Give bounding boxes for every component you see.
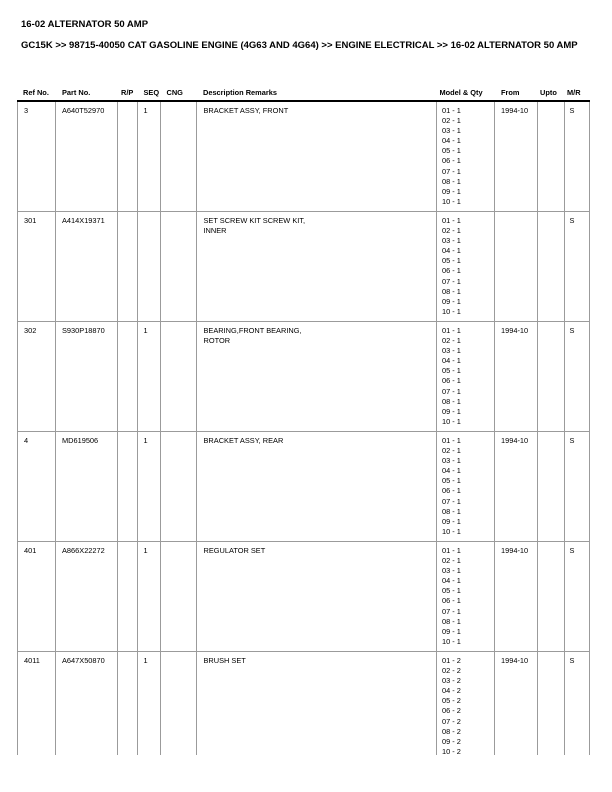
cell-model-qty: 01 - 1 02 - 1 03 - 1 04 - 1 05 - 1 06 - 1 07 - 1 08 - 1 09 - 1 10 - 1 [437, 322, 495, 431]
table-row [17, 212, 590, 322]
page-title: 16-02 ALTERNATOR 50 AMP [21, 19, 149, 30]
cell-description: BRUSH SET [197, 652, 437, 755]
cell-upto [538, 322, 565, 431]
cell-ref-no: 302 [17, 322, 56, 431]
cell-upto [538, 102, 565, 211]
cell-part-no: A647X50870 [56, 652, 118, 755]
cell-mr: S [565, 212, 590, 321]
cell-ref-no: 301 [17, 212, 56, 321]
cell-seq: 1 [138, 542, 161, 651]
table-body [17, 102, 590, 755]
cell-seq: 1 [138, 652, 161, 755]
column-header-description: Description Remarks [203, 88, 277, 97]
cell-rp [118, 542, 138, 651]
cell-description: REGULATOR SET [197, 542, 437, 651]
cell-cng [161, 322, 197, 431]
cell-mr: S [565, 322, 590, 431]
cell-description: BEARING,FRONT BEARING, ROTOR [197, 322, 437, 431]
table-row [17, 322, 590, 432]
table-row [17, 102, 590, 212]
cell-ref-no: 4011 [17, 652, 56, 755]
column-header-from: From [501, 88, 520, 97]
cell-seq: 1 [138, 432, 161, 541]
column-header-model-qty: Model & Qty [439, 88, 483, 97]
cell-mr: S [565, 102, 590, 211]
cell-model-qty: 01 - 1 02 - 1 03 - 1 04 - 1 05 - 1 06 - 1 07 - 1 08 - 1 09 - 1 10 - 1 [437, 102, 495, 211]
cell-description: BRACKET ASSY, REAR [197, 432, 437, 541]
cell-rp [118, 102, 138, 211]
cell-upto [538, 542, 565, 651]
cell-model-qty: 01 - 1 02 - 1 03 - 1 04 - 1 05 - 1 06 - 1 07 - 1 08 - 1 09 - 1 10 - 1 [437, 432, 495, 541]
cell-part-no: MD619506 [56, 432, 118, 541]
cell-seq: 1 [138, 322, 161, 431]
cell-ref-no: 401 [17, 542, 56, 651]
cell-rp [118, 652, 138, 755]
table-row [17, 542, 590, 652]
column-header-seq: SEQ [143, 88, 160, 97]
column-header-cng: CNG [166, 88, 183, 97]
cell-description: BRACKET ASSY, FRONT [197, 102, 437, 211]
cell-rp [118, 432, 138, 541]
cell-model-qty: 01 - 2 02 - 2 03 - 2 04 - 2 05 - 2 06 - 2 07 - 2 08 - 2 09 - 2 10 - 2 [437, 652, 495, 755]
table-row [17, 652, 590, 755]
column-header-ref-no: Ref No. [23, 88, 49, 97]
cell-model-qty: 01 - 1 02 - 1 03 - 1 04 - 1 05 - 1 06 - 1 07 - 1 08 - 1 09 - 1 10 - 1 [437, 212, 495, 321]
column-header-rp: R/P [121, 88, 134, 97]
cell-part-no: A866X22272 [56, 542, 118, 651]
cell-part-no: S930P18870 [56, 322, 118, 431]
cell-mr: S [565, 652, 590, 755]
cell-cng [161, 212, 197, 321]
cell-from: 1994-10 [495, 322, 538, 431]
cell-from: 1994-10 [495, 542, 538, 651]
cell-upto [538, 652, 565, 755]
column-header-mr: M/R [567, 88, 581, 97]
breadcrumb: GC15K >> 98715-40050 CAT GASOLINE ENGINE (4G63 AND 4G64) >> ENGINE ELECTRICAL >> 16-02 ALTERNATOR 50 AMP [21, 40, 578, 51]
cell-from: 1994-10 [495, 102, 538, 211]
cell-from [495, 212, 538, 321]
cell-cng [161, 102, 197, 211]
parts-table [17, 86, 590, 755]
table-row [17, 432, 590, 542]
cell-rp [118, 212, 138, 321]
cell-model-qty: 01 - 1 02 - 1 03 - 1 04 - 1 05 - 1 06 - 1 07 - 1 08 - 1 09 - 1 10 - 1 [437, 542, 495, 651]
cell-cng [161, 432, 197, 541]
cell-from: 1994-10 [495, 652, 538, 755]
cell-cng [161, 652, 197, 755]
cell-mr: S [565, 542, 590, 651]
cell-from: 1994-10 [495, 432, 538, 541]
column-header-part-no: Part No. [62, 88, 91, 97]
cell-mr: S [565, 432, 590, 541]
cell-description: SET SCREW KIT SCREW KIT, INNER [197, 212, 437, 321]
cell-rp [118, 322, 138, 431]
cell-ref-no: 3 [17, 102, 56, 211]
cell-cng [161, 542, 197, 651]
cell-upto [538, 432, 565, 541]
table-header-row [17, 86, 590, 102]
cell-seq [138, 212, 161, 321]
cell-ref-no: 4 [17, 432, 56, 541]
column-header-upto: Upto [540, 88, 557, 97]
cell-part-no: A640T52970 [56, 102, 118, 211]
cell-seq: 1 [138, 102, 161, 211]
cell-upto [538, 212, 565, 321]
cell-part-no: A414X19371 [56, 212, 118, 321]
